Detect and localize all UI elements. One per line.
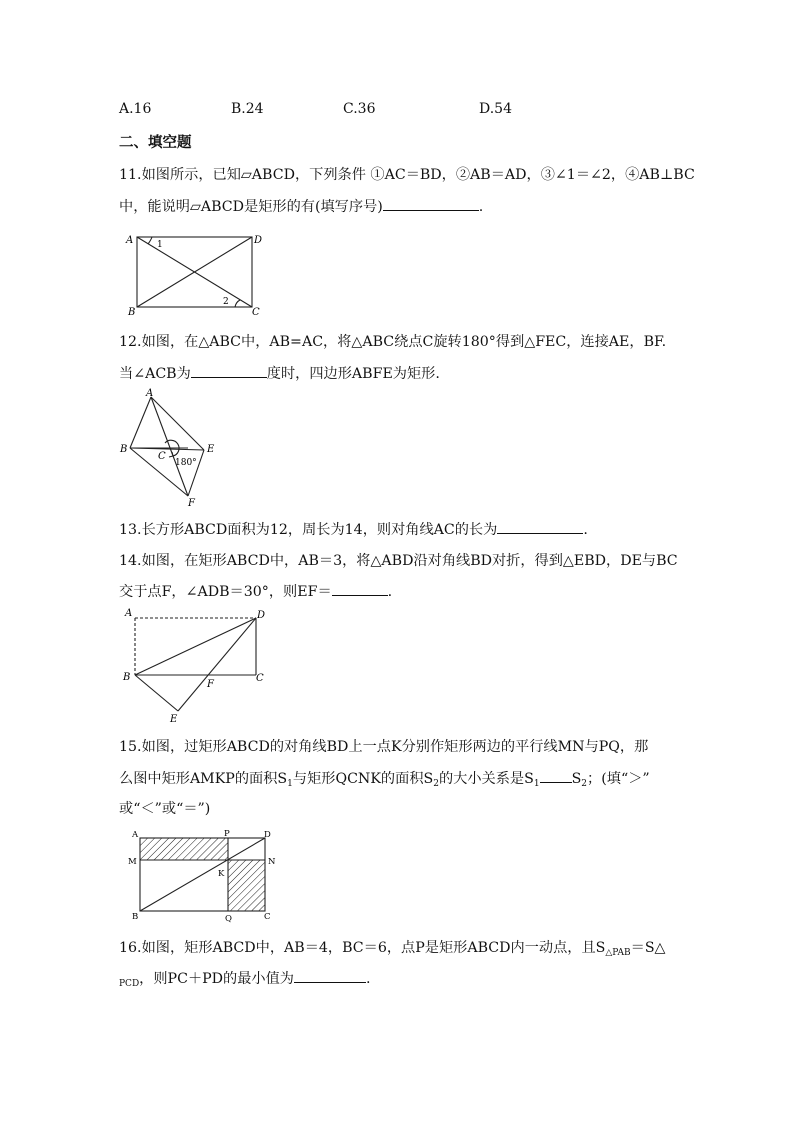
choice-c: C.36 bbox=[343, 101, 376, 117]
section-title: 二、填空题 bbox=[119, 135, 192, 151]
q16-sub-pcd: PCD bbox=[119, 979, 140, 989]
q14-label-b: B bbox=[123, 672, 131, 683]
q15-line2 bbox=[119, 768, 650, 789]
q15-text-b: 与矩形QCNK的面积S bbox=[292, 771, 434, 787]
choice-b: B.24 bbox=[231, 101, 264, 117]
q12-line2 bbox=[119, 363, 440, 383]
q15-text-e: ；(填“＞” bbox=[587, 771, 650, 787]
q15-label-c: C bbox=[264, 912, 271, 922]
q15-text-c: 的大小关系是S bbox=[438, 771, 534, 787]
q16-sub-pab: △PAB bbox=[605, 948, 631, 958]
q14-answer-blank[interactable] bbox=[332, 581, 388, 596]
q15-answer-blank[interactable] bbox=[540, 768, 572, 783]
q11-answer-blank[interactable] bbox=[383, 196, 479, 211]
q12-answer-blank[interactable] bbox=[191, 363, 267, 378]
q16-text-c: ，则PC＋PD的最小值为 bbox=[139, 971, 294, 987]
q11-line2 bbox=[119, 196, 483, 216]
q12-label-a: A bbox=[146, 388, 154, 399]
q16-text-a: 16.如图，矩形ABCD中，AB＝4，BC＝6，点P是矩形ABCD内一动点，且S bbox=[119, 940, 606, 956]
q12-label-c: C bbox=[158, 451, 166, 462]
q16-text-b: ＝S△ bbox=[630, 940, 666, 956]
q14-label-e: E bbox=[170, 714, 178, 725]
q15-sub-s1b: 1 bbox=[533, 779, 540, 789]
q15-label-q: Q bbox=[225, 914, 232, 924]
q14-figure bbox=[120, 608, 270, 723]
q13-answer-blank[interactable] bbox=[497, 519, 583, 534]
q15-label-p: P bbox=[224, 829, 230, 839]
q16-line1 bbox=[119, 937, 665, 958]
q12-text-a: 当∠ACB为 bbox=[119, 366, 191, 382]
q15-text-a: 么图中矩形AMKP的面积S bbox=[119, 771, 288, 787]
q11-label-a: A bbox=[126, 235, 134, 246]
q15-sub-s2: 2 bbox=[433, 779, 439, 789]
q12-figure bbox=[118, 388, 228, 508]
q14-line2 bbox=[119, 581, 392, 601]
q15-label-a: A bbox=[132, 830, 139, 840]
q15-line3: 或“＜”或“＝”) bbox=[119, 801, 211, 817]
q11-angle-2: 2 bbox=[223, 297, 229, 307]
q11-figure bbox=[120, 228, 270, 318]
q11-label-b: B bbox=[128, 307, 136, 318]
q11-label-c: C bbox=[252, 307, 260, 318]
q15-text-d: S bbox=[571, 771, 582, 787]
q15-sub-s1: 1 bbox=[287, 779, 293, 789]
q15-line1: 15.如图，过矩形ABCD的对角线BD上一点K分别作矩形两边的平行线MN与PQ，那 bbox=[119, 739, 649, 755]
q16-answer-blank[interactable] bbox=[294, 968, 366, 983]
q15-label-d: D bbox=[264, 830, 271, 840]
q14-label-d: D bbox=[257, 610, 266, 621]
q12-label-e: E bbox=[207, 444, 215, 455]
q12-angle-label: 180° bbox=[175, 458, 197, 468]
q11-label-d: D bbox=[254, 235, 263, 246]
q15-label-k: K bbox=[218, 869, 225, 879]
q14-label-c: C bbox=[256, 673, 264, 684]
q15-figure bbox=[124, 826, 284, 926]
q14-label-a: A bbox=[125, 608, 133, 619]
q15-label-n: N bbox=[268, 857, 276, 867]
q13-text: 13.长方形ABCD面积为12，周长为14，则对角线AC的长为 bbox=[119, 522, 498, 538]
q16-period: . bbox=[366, 971, 371, 987]
q11-period: . bbox=[478, 199, 484, 215]
choice-d: D.54 bbox=[479, 101, 512, 117]
q12-label-b: B bbox=[120, 444, 128, 455]
q14-label-f: F bbox=[207, 679, 214, 690]
q11-text: 中，能说明▱ABCD是矩形的有(填写序号) bbox=[119, 199, 383, 215]
q15-sub-s2b: 2 bbox=[581, 779, 588, 789]
q11-line1: 11.如图所示，已知▱ABCD，下列条件 ①AC＝BD，②AB＝AD，③∠1＝∠2，④AB⊥BC bbox=[119, 167, 695, 183]
q12-line1: 12.如图，在△ABC中，AB=AC，将△ABC绕点C旋转180°得到△FEC，连接AE，BF. bbox=[119, 334, 667, 350]
q13-period: . bbox=[583, 522, 588, 538]
q14-line1: 14.如图，在矩形ABCD中，AB＝3，将△ABD沿对角线BD对折，得到△EBD，DE与BC bbox=[119, 553, 678, 569]
choice-a: A.16 bbox=[119, 101, 152, 117]
q12-label-f: F bbox=[188, 498, 195, 509]
q14-period: . bbox=[387, 584, 393, 600]
q15-label-m: M bbox=[128, 857, 137, 867]
q16-line2 bbox=[119, 968, 371, 989]
q15-label-b: B bbox=[132, 912, 139, 922]
q11-angle-1: 1 bbox=[157, 240, 163, 250]
q12-text-b: 度时，四边形ABFE为矩形. bbox=[266, 366, 440, 382]
q14-text: 交于点F，∠ADB＝30°，则EF＝ bbox=[119, 584, 332, 600]
q13-line1 bbox=[119, 519, 588, 539]
